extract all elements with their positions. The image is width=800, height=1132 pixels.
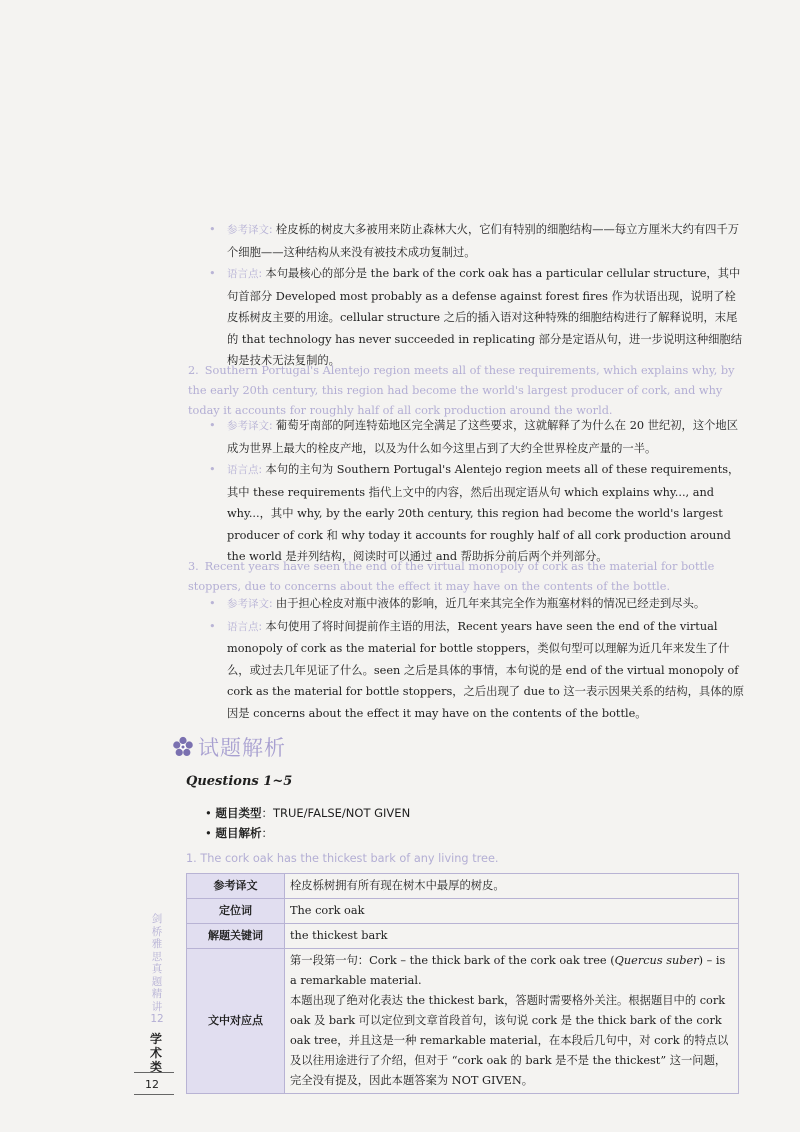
language-point-label: 语言点 : (227, 621, 265, 633)
flower-icon (172, 736, 194, 758)
language-point-text: 本句使用了将时间提前作主语的用法，Recent years have seen the end of the virtual monopoly of cork as the material for bottle stoppers，类似句型可以理解为近几年来发生了什么，或过去几年见证了什么。seen 之后是具体的事情，本句说的是 end of the virtual monopoly of cork as the material for bottle stoppers，之后出现了 due to 这一表示因果关系的结构，具体的原因是 concerns about the effect it may have on the contents of the bottle。 (227, 619, 745, 720)
translation-label: 参考译文 : (227, 224, 276, 236)
bullet-icon: • (209, 463, 216, 476)
table-row (187, 924, 739, 949)
question-type-label: 题目类型 (215, 806, 262, 820)
latin-name: Quercus suber (614, 954, 699, 967)
language-point-item (207, 459, 747, 568)
language-point-text: 本句的主句为 Southern Portugal's Alentejo region meets all of these requirements，其中 these requirements 指代上文中的内容，然后出现定语从句 which explains why..., and why...，其中 why, by the early 20th century, this region had become the world's largest producer of cork 和 why today it accounts for roughly half of all cork production around the world 是并列结构，阅读时可以通过 and 帮助拆分前后两个并列部分。 (227, 463, 740, 563)
language-point-item (207, 263, 747, 372)
row-label: 参考译文 (187, 874, 285, 899)
row-label: 解题关键词 (187, 924, 285, 949)
question-analysis-label: 题目解析 (215, 826, 262, 840)
question-type: • 题目类型：TRUE/FALSE/NOT GIVEN (205, 806, 411, 820)
bullet-icon: • (209, 223, 216, 236)
language-point-label: 语言点 : (227, 464, 265, 476)
language-point-text: 本句最核心的部分是 the bark of the cork oak has a particular cellular structure，其中句首部分 Developed most probably as a defense against forest fires 作为状语出现，说明了栓皮栎树皮主要的用途。cellular structure 之后的插入语对这种特殊的细胞结构进行了解释说明，末尾的 that technology has never succeeded in replicating 部分是定语从句，进一步说明这种细胞结构是技术无法复制的。 (227, 267, 743, 367)
sentence-text: Southern Portugal's Alentejo region meets all of these requirements, which explains why, by the early 20th century, this region had become the world's largest producer of cork, and why today it accounts for roughly half of all cork production around the world. (188, 364, 735, 417)
sentence-3-notes (207, 593, 747, 724)
translation-item (207, 219, 747, 263)
translation-item (207, 593, 747, 616)
page-number: 12 (145, 1078, 159, 1091)
category-label: 学术类 (149, 1032, 162, 1074)
translation-label: 参考译文 : (227, 420, 276, 432)
question-type-value: TRUE/FALSE/NOT GIVEN (272, 806, 411, 820)
explanation-paragraph: 本题出现了绝对化表达 the thickest bark，答题时需要格外关注。根据题目中的 cork oak 及 bark 可以定位到文章首段首句，该句说 cork 是 the thick bark of the cork oak tree，并且这是一种 remarkable material，在本段后几句中，对 cork 的特点以及以往用途进行了介绍，但对于 “cork oak 的 bark 是不是 the thickest” 这一问题，完全没有提及，因此本题答案为 NOT GIVEN。 (290, 994, 729, 1087)
table-row (187, 874, 739, 899)
translation-text: 由于担心栓皮对瓶中液体的影响，近几年来其完全作为瓶塞材料的情况已经走到尽头。 (275, 597, 706, 610)
language-point-item (207, 616, 747, 725)
translation-text: 栓皮栎的树皮大多被用来防止森林大火，它们有特别的细胞结构——每立方厘米大约有四千万个细胞——这种结构从来没有被技术成功复制过。 (227, 223, 740, 259)
translation-text: 葡萄牙南部的阿连特茹地区完全满足了这些要求，这就解释了为什么在 20 世纪初，这个地区成为世界上最大的栓皮产地，以及为什么如今这里占到了大约全世界栓皮产量的一半。 (227, 419, 739, 455)
sentence-number: 3. (188, 560, 199, 573)
table-row (187, 899, 739, 924)
footer-rule (134, 1094, 174, 1095)
bullet-icon: • (209, 619, 216, 633)
sentence-3-original (188, 557, 748, 597)
translation-item (207, 415, 747, 459)
series-label: 剑桥雅思真题精讲12 (150, 913, 164, 1025)
questions-heading: Questions 1~5 (186, 774, 293, 789)
row-label: 定位词 (187, 899, 285, 924)
table-row (187, 949, 739, 1094)
sentence-text: Recent years have seen the end of the virtual monopoly of cork as the material for bottle stoppers, due to concerns about the effect it may have on the contents of the bottle. (188, 560, 715, 593)
row-value: 栓皮栎树拥有所有现在树木中最厚的树皮。 (285, 874, 739, 899)
question-analysis: • 题目解析： (205, 826, 273, 840)
section-heading (172, 732, 286, 762)
sentence-2-original (188, 361, 748, 421)
row-value (285, 949, 739, 1094)
sentence-2-notes (207, 415, 747, 568)
language-point-label: 语言点 : (227, 268, 265, 280)
sentence-number: 2. (188, 364, 199, 377)
row-label: 文中对应点 (187, 949, 285, 1094)
bullet-icon: • (205, 826, 216, 840)
bullet-icon: • (209, 597, 216, 610)
bullet-icon: • (209, 267, 216, 280)
answer-table (186, 873, 739, 1094)
row-value: The cork oak (285, 899, 739, 924)
section-title: 试题解析 (198, 736, 286, 760)
translation-label: 参考译文 : (227, 598, 276, 610)
evidence-paragraph: 第一段第一句：Cork – the thick bark of the cork oak tree (Quercus suber) – is a remarkable material. (290, 954, 726, 987)
row-value: the thickest bark (285, 924, 739, 949)
bullet-icon: • (205, 806, 216, 820)
footer-rule (134, 1072, 174, 1073)
sentence-1-notes (207, 219, 747, 372)
bullet-icon: • (209, 419, 216, 432)
question-1-statement: 1. The cork oak has the thickest bark of any living tree. (186, 852, 499, 865)
